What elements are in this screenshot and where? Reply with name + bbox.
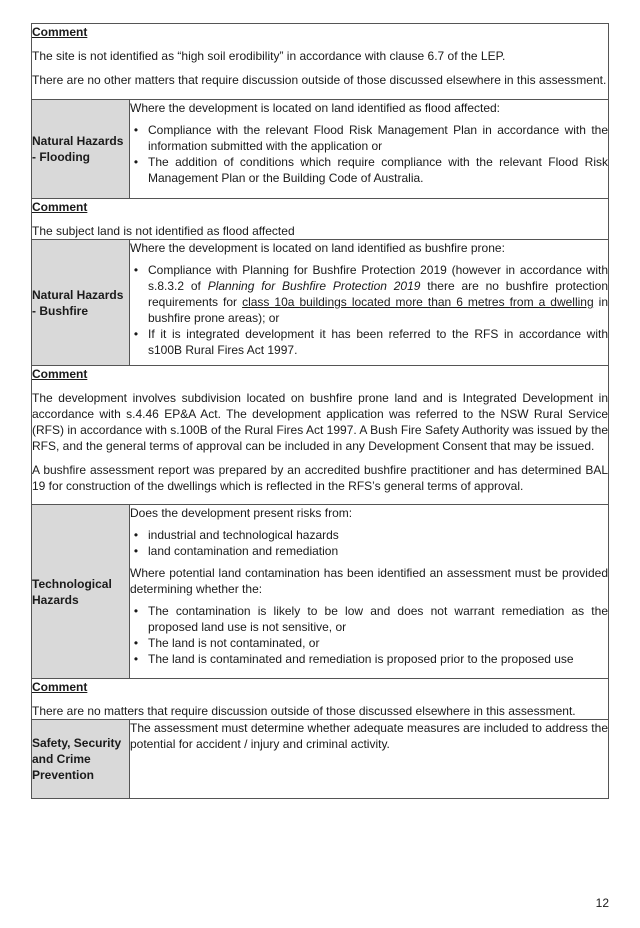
bullet-icon: • xyxy=(133,327,139,341)
comment-text: The development involves subdivision located on bushfire prone land and is Integrated Development in accordance with s.4.46 EP&A Act. The development application was referred to the NSW Rural Service (RFS) in accordance with s.100B of the Rural Fires Act 1997. A Bush Fire Safety Authority was issued by the RFS, and the general terms of approval can be included in any Development Consent that may be issued. xyxy=(32,391,608,453)
comment-row-bushfire xyxy=(32,366,609,505)
bullet-icon: • xyxy=(133,652,139,666)
criteria-list xyxy=(130,262,608,358)
comment-heading: Comment xyxy=(32,200,88,214)
criteria-row-bushfire xyxy=(32,240,609,366)
criteria-label: Natural Hazards - Flooding xyxy=(32,100,130,199)
comment-text: The site is not identified as “high soil erodibility” in accordance with clause 6.7 of the LEP. xyxy=(32,49,506,63)
criteria-intro: The assessment must determine whether adequate measures are included to address the potential for accident / injury and criminal activity. xyxy=(130,721,608,751)
list-item: • Compliance with Planning for Bushfire Protection 2019 (however in accordance with s.8.3.2 of Planning for Bushfire Protection 2019 there are no bushfire protection requirements for class 10a buildings located more than 6 metres from a dwelling in bushfire prone areas); or xyxy=(148,262,608,326)
comment-row-erodibility xyxy=(32,24,609,100)
bullet-icon: • xyxy=(133,155,139,169)
comment-row-technological xyxy=(32,679,609,720)
comment-row-flooding xyxy=(32,199,609,240)
criteria-label: Technological Hazards xyxy=(32,505,130,679)
assessment-table xyxy=(31,23,609,799)
criteria-label: Natural Hazards - Bushfire xyxy=(32,240,130,366)
list-item: • industrial and technological hazards xyxy=(148,527,608,543)
criteria-list xyxy=(130,122,608,186)
bullet-icon: • xyxy=(133,528,139,542)
criteria-intro: Where potential land contamination has been identified an assessment must be provided determining whether the: xyxy=(130,566,608,596)
list-item: • land contamination and remediation xyxy=(148,543,608,559)
bullet-icon: • xyxy=(133,636,139,650)
criteria-row-safety xyxy=(32,720,609,799)
criteria-intro: Where the development is located on land identified as flood affected: xyxy=(130,101,501,115)
bullet-icon: • xyxy=(133,123,139,137)
criteria-intro: Where the development is located on land identified as bushfire prone: xyxy=(130,241,505,255)
comment-heading: Comment xyxy=(32,367,88,381)
comment-text: The subject land is not identified as flood affected xyxy=(32,224,295,238)
bullet-icon: • xyxy=(133,604,139,618)
comment-heading: Comment xyxy=(32,25,88,39)
bullet-icon: • xyxy=(133,263,139,277)
comment-heading: Comment xyxy=(32,680,88,694)
criteria-label: Safety, Security and Crime Prevention xyxy=(32,720,130,799)
bullet-icon: • xyxy=(133,544,139,558)
criteria-intro: Does the development present risks from: xyxy=(130,506,353,520)
comment-text: There are no matters that require discussion outside of those discussed elsewhere in this assessment. xyxy=(32,704,576,718)
page-number: 12 xyxy=(595,896,609,910)
criteria-list xyxy=(130,527,608,559)
comment-text: A bushfire assessment report was prepared by an accredited bushfire practitioner and has determined BAL 19 for construction of the dwellings which is reflected in the RFS’s general terms of approval. xyxy=(32,463,608,493)
list-item: • The land is contaminated and remediation is proposed prior to the proposed use xyxy=(148,651,608,667)
list-item: • If it is integrated development it has been referred to the RFS in accordance with s100B Rural Fires Act 1997. xyxy=(148,326,608,358)
criteria-row-technological xyxy=(32,505,609,679)
comment-text: There are no other matters that require discussion outside of those discussed elsewhere in this assessment. xyxy=(32,73,607,87)
list-item: • The contamination is likely to be low and does not warrant remediation as the proposed land use is not sensitive, or xyxy=(148,603,608,635)
list-item: • The land is not contaminated, or xyxy=(148,635,608,651)
list-item: • The addition of conditions which require compliance with the relevant Flood Risk Management Plan or the Building Code of Australia. xyxy=(148,154,608,186)
list-item: • Compliance with the relevant Flood Risk Management Plan in accordance with the information submitted with the application or xyxy=(148,122,608,154)
criteria-list xyxy=(130,603,608,667)
criteria-row-flooding xyxy=(32,100,609,199)
